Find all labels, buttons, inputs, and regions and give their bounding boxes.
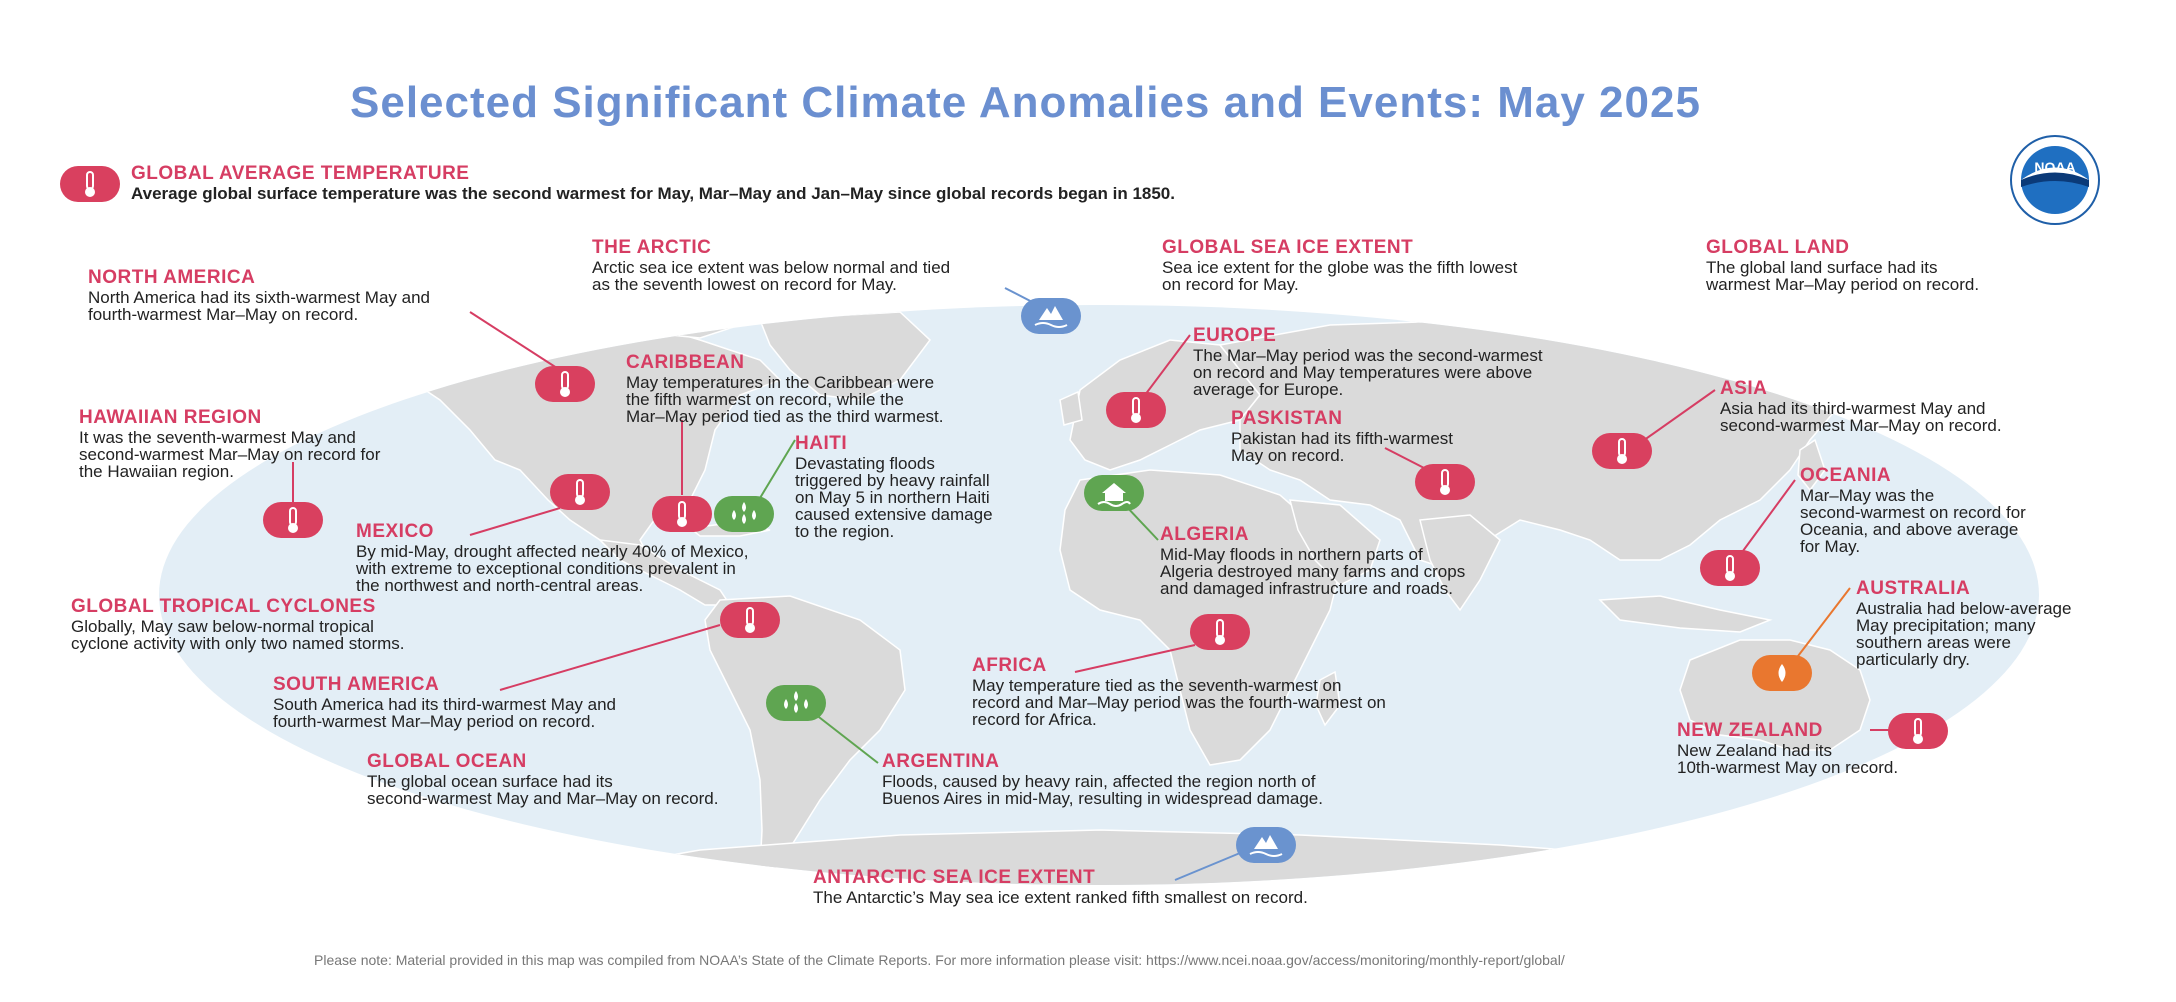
argentina-heading: ARGENTINA (882, 751, 1000, 772)
label-global-land (1706, 237, 1979, 293)
sea-ice-icon (1236, 827, 1296, 863)
europe-text: The Mar–May period was the second-warmest on record and May temperatures were above average for Europe. (1193, 346, 1543, 399)
label-asia (1720, 378, 2002, 434)
thermometer-icon (720, 602, 780, 638)
label-algeria (1160, 524, 1465, 597)
global-average-temperature-text: Average global surface temperature was the second warmest for May, Mar–May and Jan–May since global records began in 1850. (131, 184, 1175, 203)
label-arctic (592, 237, 950, 293)
label-tropical-cyclones (71, 596, 405, 652)
label-caribbean (626, 352, 943, 425)
thermometer-icon (1106, 392, 1166, 428)
label-pakistan (1231, 408, 1453, 464)
north-america-text: North America had its sixth-warmest May and fourth-warmest Mar–May on record. (88, 288, 431, 324)
thermometer-icon (535, 366, 595, 402)
thermometer-icon (550, 474, 610, 510)
caribbean-heading: CARIBBEAN (626, 352, 745, 373)
tropical-cyclones-text: Globally, May saw below-normal tropical cyclone activity with only two named storms. (71, 617, 405, 653)
global-ocean-heading: GLOBAL OCEAN (367, 751, 527, 772)
drought-drop-icon (1752, 655, 1812, 691)
haiti-heading: HAITI (795, 433, 848, 454)
australia-text: Australia had below-average May precipitation; many southern areas were particularly dry. (1856, 599, 2072, 669)
thermometer-icon (652, 496, 712, 532)
south-america-heading: SOUTH AMERICA (273, 674, 440, 695)
arctic-heading: THE ARCTIC (592, 237, 712, 258)
global-land-text: The global land surface had its warmest Mar–May period on record. (1706, 258, 1980, 294)
thermometer-icon (1888, 713, 1948, 749)
europe-heading: EUROPE (1193, 325, 1277, 346)
south-america-text: South America had its third-warmest May and fourth-warmest Mar–May period on record. (273, 695, 616, 731)
label-global-ocean (367, 751, 718, 807)
australia-heading: AUSTRALIA (1856, 578, 1971, 599)
antarctic-heading: ANTARCTIC SEA ICE EXTENT (813, 867, 1096, 888)
label-global-sea-ice (1162, 237, 1517, 293)
label-north-america (88, 267, 430, 323)
label-antarctic (813, 867, 1308, 906)
noaa-logo (1980, 135, 2130, 225)
arctic-text: Arctic sea ice extent was below normal and tied as the seventh lowest on record for May. (592, 258, 951, 294)
label-argentina (882, 751, 1323, 807)
global-land-heading: GLOBAL LAND (1706, 237, 1850, 258)
new-zealand-heading: NEW ZEALAND (1677, 720, 1823, 741)
oceania-heading: OCEANIA (1800, 465, 1892, 486)
label-oceania (1800, 465, 2026, 555)
tropical-cyclones-heading: GLOBAL TROPICAL CYCLONES (71, 596, 376, 617)
algeria-text: Mid-May floods in northern parts of Algeria destroyed many farms and crops and damaged infrastructure and roads. (1160, 545, 1466, 598)
label-africa (972, 655, 1386, 728)
thermometer-icon (1190, 614, 1250, 650)
global-sea-ice-heading: GLOBAL SEA ICE EXTENT (1162, 237, 1414, 258)
haiti-text: Devastating floods triggered by heavy rainfall on May 5 in northern Haiti caused extensive damage to the region. (795, 454, 993, 541)
flood-drops-icon (714, 496, 774, 532)
africa-text: May temperature tied as the seventh-warmest on record and Mar–May period was the fourth-warmest on record for Africa. (972, 676, 1386, 729)
flood-drops-icon (766, 685, 826, 721)
land-alaska (210, 330, 310, 372)
asia-text: Asia had its third-warmest May and second-warmest Mar–May on record. (1720, 399, 2002, 435)
asia-heading: ASIA (1720, 378, 1768, 399)
mexico-text: By mid-May, drought affected nearly 40% of Mexico, with extreme to exceptional conditions prevalent in the northwest and north-central areas. (356, 542, 749, 595)
global-average-temperature-heading: GLOBAL AVERAGE TEMPERATURE (131, 163, 470, 184)
footnote: Please note: Material provided in this map was compiled from NOAA’s State of the Climate Reports. For more information please visit: https://www.ncei.noaa.gov/access/monitoring/monthly-report/global/ (314, 952, 1565, 968)
label-haiti (795, 433, 993, 540)
label-new-zealand (1677, 720, 1898, 776)
noaa-logo-text: NOAA (2034, 159, 2076, 175)
mexico-heading: MEXICO (356, 521, 434, 542)
global-sea-ice-text: Sea ice extent for the globe was the fifth lowest on record for May. (1162, 258, 1518, 294)
antarctic-text: The Antarctic’s May sea ice extent ranked fifth smallest on record. (813, 888, 1308, 907)
thermometer-icon (1592, 433, 1652, 469)
thermometer-icon (1700, 550, 1760, 586)
global-average-temperature (131, 163, 1175, 202)
page-title: Selected Significant Climate Anomalies and Events: May 2025 (350, 78, 1701, 127)
leader-north-america (470, 312, 560, 370)
thermometer-icon (263, 502, 323, 538)
oceania-text: Mar–May was the second-warmest on record for Oceania, and above average for May. (1800, 486, 2026, 556)
new-zealand-text: New Zealand had its 10th-warmest May on record. (1677, 741, 1899, 777)
algeria-heading: ALGERIA (1160, 524, 1249, 545)
pakistan-heading: PASKISTAN (1231, 408, 1343, 429)
north-america-heading: NORTH AMERICA (88, 267, 256, 288)
pakistan-text: Pakistan had its fifth-warmest May on record. (1231, 429, 1454, 465)
hawaiian-text: It was the seventh-warmest May and second-warmest Mar–May on record for the Hawaiian region. (79, 428, 381, 481)
africa-heading: AFRICA (972, 655, 1047, 676)
label-europe (1193, 325, 1543, 398)
caribbean-text: May temperatures in the Caribbean were the fifth warmest on record, while the Mar–May period tied as the third warmest. (626, 373, 944, 426)
global-ocean-text: The global ocean surface had its second-warmest May and Mar–May on record. (367, 772, 719, 808)
argentina-text: Floods, caused by heavy rain, affected the region north of Buenos Aires in mid-May, resulting in widespread damage. (882, 772, 1323, 808)
label-south-america (273, 674, 616, 730)
hawaiian-heading: HAWAIIAN REGION (79, 407, 262, 428)
label-australia (1856, 578, 2071, 668)
thermometer-icon (60, 166, 120, 202)
house-flood-icon (1084, 475, 1144, 511)
thermometer-icon (1415, 464, 1475, 500)
label-hawaiian (79, 407, 380, 480)
sea-ice-icon (1021, 298, 1081, 334)
